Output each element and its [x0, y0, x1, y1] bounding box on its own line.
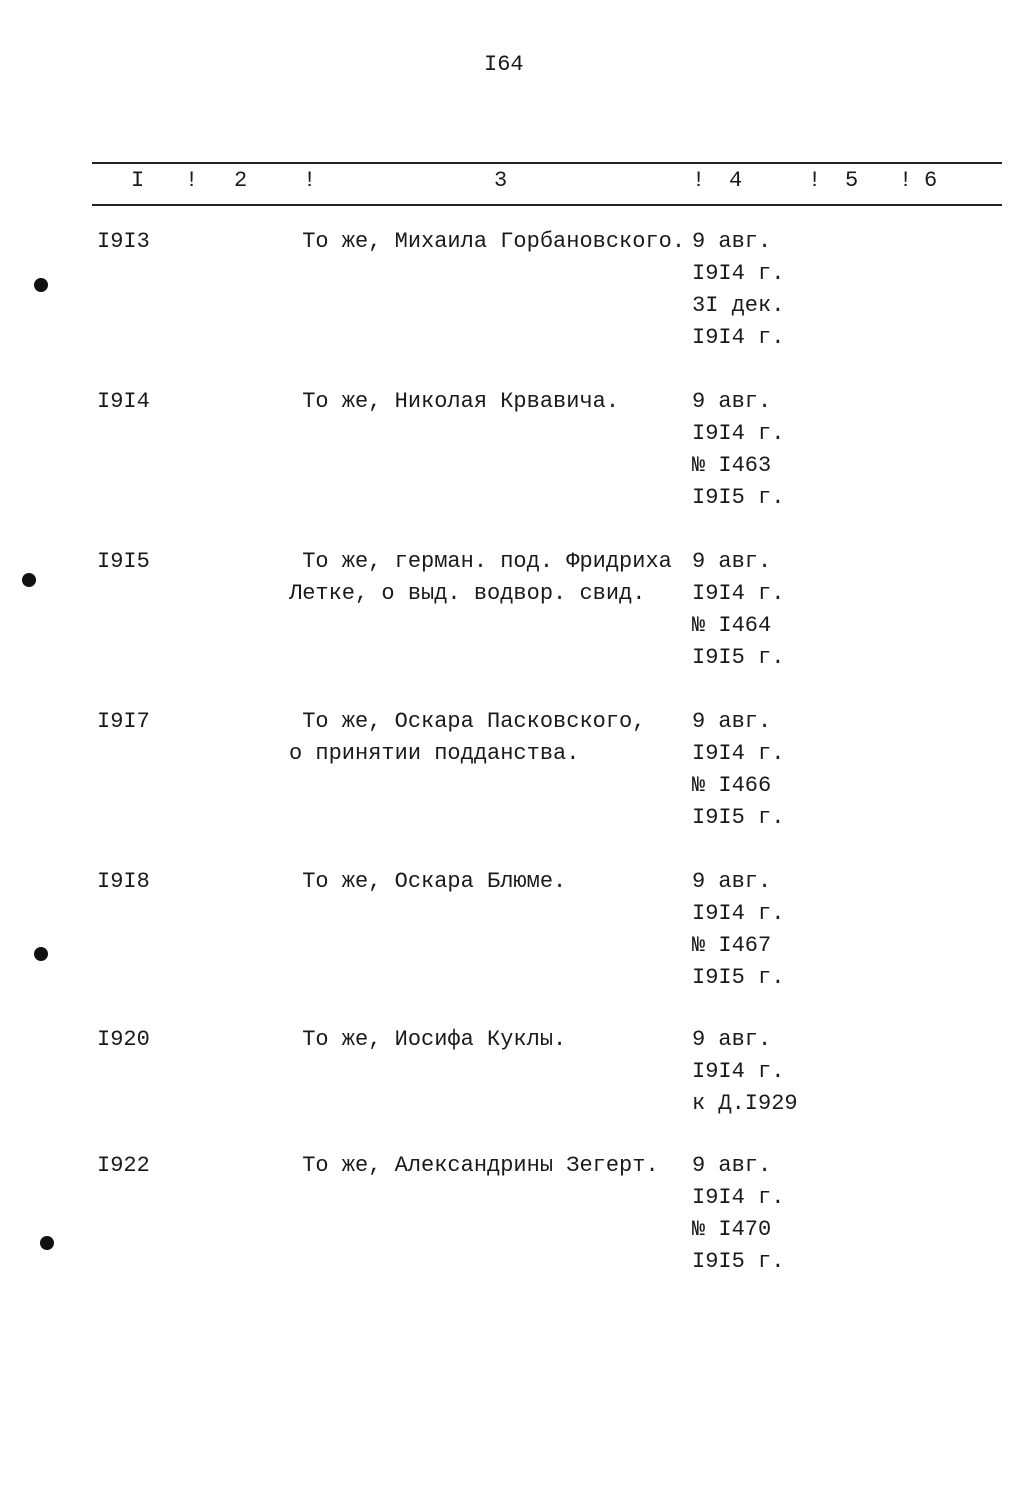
record-number: I9I3 [97, 229, 150, 254]
record-date: I9I4 г. [692, 901, 785, 926]
punch-hole-mark [22, 573, 36, 587]
record-date: I9I4 г. [692, 421, 785, 446]
header-col-2: 2 [234, 168, 248, 193]
header-col-6: 6 [924, 168, 938, 193]
record-date: № I464 [692, 613, 772, 638]
record-date: 9 авг. [692, 549, 772, 574]
record-date: I9I4 г. [692, 581, 785, 606]
record-description: То же, Александрины Зегерт. [289, 1153, 659, 1178]
record-number: I9I5 [97, 549, 150, 574]
record-date: I9I4 г. [692, 325, 785, 350]
header-separator: ! [692, 168, 706, 193]
record-description: То же, Оскара Пасковского, [289, 709, 646, 734]
record-number: I9I8 [97, 869, 150, 894]
record-description: То же, Николая Крвавича. [289, 389, 620, 414]
header-bottom-rule [92, 204, 1002, 206]
record-date: 3I дек. [692, 293, 785, 318]
record-date: I9I4 г. [692, 1185, 785, 1210]
header-separator: ! [808, 168, 822, 193]
record-date: 9 авг. [692, 1153, 772, 1178]
record-number: I9I7 [97, 709, 150, 734]
punch-hole-mark [34, 278, 48, 292]
header-col-1: I [131, 168, 145, 193]
record-date: I9I5 г. [692, 805, 785, 830]
record-description: Летке, о выд. водвор. свид. [289, 581, 646, 606]
header-separator: ! [185, 168, 199, 193]
record-date: № I463 [692, 453, 772, 478]
record-date: к Д.I929 [692, 1091, 798, 1116]
header-col-5: 5 [845, 168, 859, 193]
header-separator: ! [303, 168, 317, 193]
record-description: о принятии подданства. [289, 741, 580, 766]
record-date: I9I5 г. [692, 965, 785, 990]
header-col-4: 4 [729, 168, 743, 193]
record-date: I9I4 г. [692, 741, 785, 766]
record-date: № I467 [692, 933, 772, 958]
record-date: I9I5 г. [692, 485, 785, 510]
record-date: № I470 [692, 1217, 772, 1242]
record-description: То же, Иосифа Куклы. [289, 1027, 567, 1052]
record-date: 9 авг. [692, 1027, 772, 1052]
header-top-rule [92, 162, 1002, 164]
record-date: I9I5 г. [692, 645, 785, 670]
punch-hole-mark [34, 947, 48, 961]
record-date: № I466 [692, 773, 772, 798]
record-date: 9 авг. [692, 389, 772, 414]
record-description: То же, Оскара Блюме. [289, 869, 567, 894]
record-date: I9I5 г. [692, 1249, 785, 1274]
record-date: 9 авг. [692, 229, 772, 254]
record-date: I9I4 г. [692, 261, 785, 286]
record-number: I9I4 [97, 389, 150, 414]
record-date: I9I4 г. [692, 1059, 785, 1084]
record-date: 9 авг. [692, 869, 772, 894]
record-date: 9 авг. [692, 709, 772, 734]
punch-hole-mark [40, 1236, 54, 1250]
header-separator: ! [899, 168, 913, 193]
record-description: То же, Михаила Горбановского. [289, 229, 686, 254]
header-col-3: 3 [494, 168, 508, 193]
record-number: I922 [97, 1153, 150, 1178]
record-number: I920 [97, 1027, 150, 1052]
page-number: I64 [484, 52, 524, 77]
record-description: То же, герман. под. Фридриха [289, 549, 672, 574]
